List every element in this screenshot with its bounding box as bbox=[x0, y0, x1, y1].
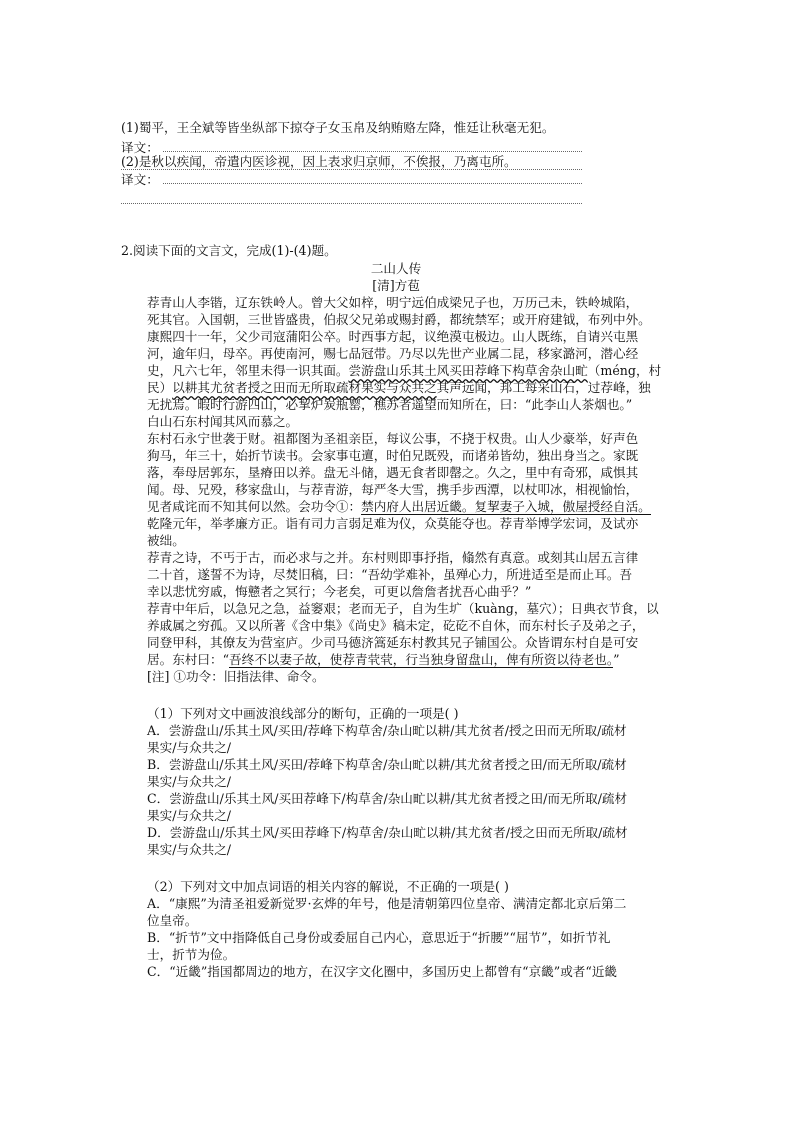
passage-line: 荐青之诗，不丐于古，而必求与之并。东村则即事抒指，翛然有真意。或刻其山居五言律 bbox=[147, 550, 639, 565]
option-d[interactable]: D．尝游盘山/乐其土风/买田荐峰下/构草舍/杂山甿以耕/其尤贫者/授之田而无所取/疏材 bbox=[147, 825, 628, 840]
passage-line: 无扰焉。暇时行游四山，必挈炉炭瓶罂，樵苏者遥望而知所在，曰：“此李山人茶烟也。” bbox=[147, 397, 633, 412]
passage-line: 东村石永宁世袭于财。祖都图为圣祖亲臣，每议公事，不挠于权贵。山人少豪举，好声色 bbox=[147, 431, 639, 446]
option-b-cont: 士，折节为俭。 bbox=[147, 947, 236, 962]
passage-note: [注] ①功令：旧指法律、命令。 bbox=[147, 669, 325, 684]
option-a-cont: 果实/与众共之/ bbox=[147, 740, 232, 755]
passage-line-underlined-2 bbox=[147, 652, 620, 668]
passage-text: ” bbox=[613, 652, 620, 667]
wavy-underlined-text: 以耕其尤贫者授之田而无所取疏材果实与众共之 bbox=[172, 380, 437, 395]
passage-text: 居。东村曰：“ bbox=[147, 652, 230, 667]
option-d-cont: 果实/与众共之/ bbox=[147, 842, 232, 857]
option-c[interactable]: C．尝游盘山/乐其土风/买田荐峰下/构草舍/杂山甿以耕/其尤贫者授之田/而无所取/疏材 bbox=[147, 791, 628, 806]
option-a-cont: 位皇帝。 bbox=[147, 913, 198, 928]
underlined-text: 吾终不以妻子故，使荐青茕茕，行当独身留盘山，俾有所资以待老也。 bbox=[229, 652, 614, 667]
passage-line: 幸以悲忧穷戚，悔戆者之冥行；今老矣，可更以詹詹者扰吾心曲乎？” bbox=[147, 584, 532, 599]
option-b-cont: 果实/与众共之/ bbox=[147, 774, 232, 789]
passage-line: 康熙四十一年，父少司寇蒲阳公卒。时西事方起，议绝漠屯极边。山人既练，自请兴屯黑 bbox=[147, 329, 639, 344]
passage-line: 二十首，遂誓不为诗，尽焚旧稿，曰：“吾幼学难补，虽殚心力，所进适至是而止耳。吾 bbox=[147, 567, 633, 582]
passage-line: 养戚属之穷孤。又以所著《含中集》《尚史》稿未定，矻矻不自休，而东村长子及弟之子， bbox=[147, 618, 645, 633]
passage-text: 其声远闻，邦工每采山石，过荐峰，独 bbox=[436, 380, 651, 395]
option-b[interactable]: B．“折节”文中指降低自己身份或委屈自己内心，意思近于“折腰”“屈节”，如折节礼 bbox=[147, 930, 611, 945]
answer-line[interactable] bbox=[121, 203, 582, 204]
answer-line[interactable] bbox=[163, 183, 582, 184]
translation-q1: (1)蜀平，王全斌等皆坐纵部下掠夺子女玉帛及纳贿赂左降，惟廷让秋毫无犯。 bbox=[121, 120, 555, 135]
passage-line: 同登甲科，其僚友为营室庐。少司马德济篙延东村教其兄子铺国公。众皆谓东村自是可安 bbox=[147, 635, 639, 650]
question-prompt: 2.阅读下面的文言文，完成(1)-(4)题。 bbox=[121, 243, 337, 258]
passage-text: 见者咸诧而不知其何以然。会功令①： bbox=[147, 499, 362, 514]
passage-author: [清]方苞 bbox=[372, 278, 420, 293]
passage-text: 民） bbox=[147, 380, 173, 395]
passage-line: 荐青山人李锴，辽东铁岭人。曾大父如梓，明宁远伯成梁兄子也，万历己未，铁岭城陷， bbox=[147, 295, 639, 310]
passage-line: 乾隆元年，举孝廉方正。诣有司力言弱足难为仪，众莫能夺也。荐青举博学宏词，及试亦 bbox=[147, 516, 639, 531]
option-b[interactable]: B．尝游盘山/乐其土风/买田/荐峰下构草舍/杂山甿以耕/其尤贫者授之田/而无所取/疏材 bbox=[147, 757, 627, 772]
passage-line: 死其官。入国朝，三世皆盛贵，伯叔父兄弟或赐封爵，都统禁军；或开府建钺，布列中外。 bbox=[147, 312, 651, 327]
passage-line-wavy-2 bbox=[147, 380, 651, 396]
passage-line-wavy-1 bbox=[147, 363, 661, 379]
option-a[interactable]: A．“康熙”为清圣祖爱新觉罗·玄烨的年号，他是清朝第四位皇帝、满清定都北京后第二 bbox=[147, 896, 627, 911]
wavy-underlined-text: 尝游盘山乐其土风买田荐峰下构草舍杂山甿 bbox=[348, 363, 588, 378]
option-c[interactable]: C．“近畿”指国都周边的地方，在汉字文化圈中，多国历史上都曾有“京畿”或者“近畿 bbox=[147, 964, 618, 979]
passage-line: 荐青中年后，以急兄之急，益窭艰；老而无子，自为生圹（kuàng，墓穴）；日典衣节食，以 bbox=[147, 601, 659, 616]
translation-q1-label: 译文： bbox=[121, 140, 159, 155]
passage-line: 狗马，年三十，始折节读书。会家事屯邅，时伯兄既殁，而诸弟皆幼，独出身当之。家既 bbox=[147, 448, 639, 463]
passage-text: （méng，村 bbox=[587, 363, 662, 378]
passage-line: 河，逾年归，母卒。再使南河，赐七品冠带。乃尽以先世产业属二昆，移家潞河，潜心经 bbox=[147, 346, 639, 361]
passage-line: 白山石东村闻其风而慕之。 bbox=[147, 414, 299, 429]
translation-q2: (2)是秋以疾闻，帝遣内医诊视，因上表求归京师，不俟报，乃离屯所。 bbox=[121, 154, 517, 169]
option-a[interactable]: A．尝游盘山/乐其土风/买田/荐峰下构草舍/杂山甿以耕/其尤贫者/授之田而无所取/疏材 bbox=[147, 723, 627, 738]
question-stem: （2）下列对文中加点词语的相关内容的解说，不正确的一项是( ) bbox=[147, 879, 509, 894]
passage-line-underlined-1 bbox=[147, 499, 651, 515]
passage-text: 史，凡六七年，邻里未得一识其面。 bbox=[147, 363, 349, 378]
question-stem: （1）下列对文中画波浪线部分的断句，正确的一项是( ) bbox=[147, 706, 459, 721]
passage-line: 落，奉母居郭东，垦瘠田以养。盘无斗储，遇无食者即罄之。久之，里中有奇邪，咸惧其 bbox=[147, 465, 639, 480]
answer-line[interactable] bbox=[163, 151, 582, 152]
translation-q2-label: 译文： bbox=[121, 172, 159, 187]
passage-line: 被绌。 bbox=[147, 533, 185, 548]
passage-line: 闻。母、兄殁，移家盘山，与荐青游，每严冬大雪，携手步西潭，以杖叩冰，相视愉怡， bbox=[147, 482, 639, 497]
underlined-text: 禁内府人出居近畿。复挈妻子入城，傲屋授经自活。 bbox=[361, 499, 651, 514]
option-c-cont: 果实/与众共之/ bbox=[147, 808, 232, 823]
passage-title: 二山人传 bbox=[370, 261, 422, 276]
